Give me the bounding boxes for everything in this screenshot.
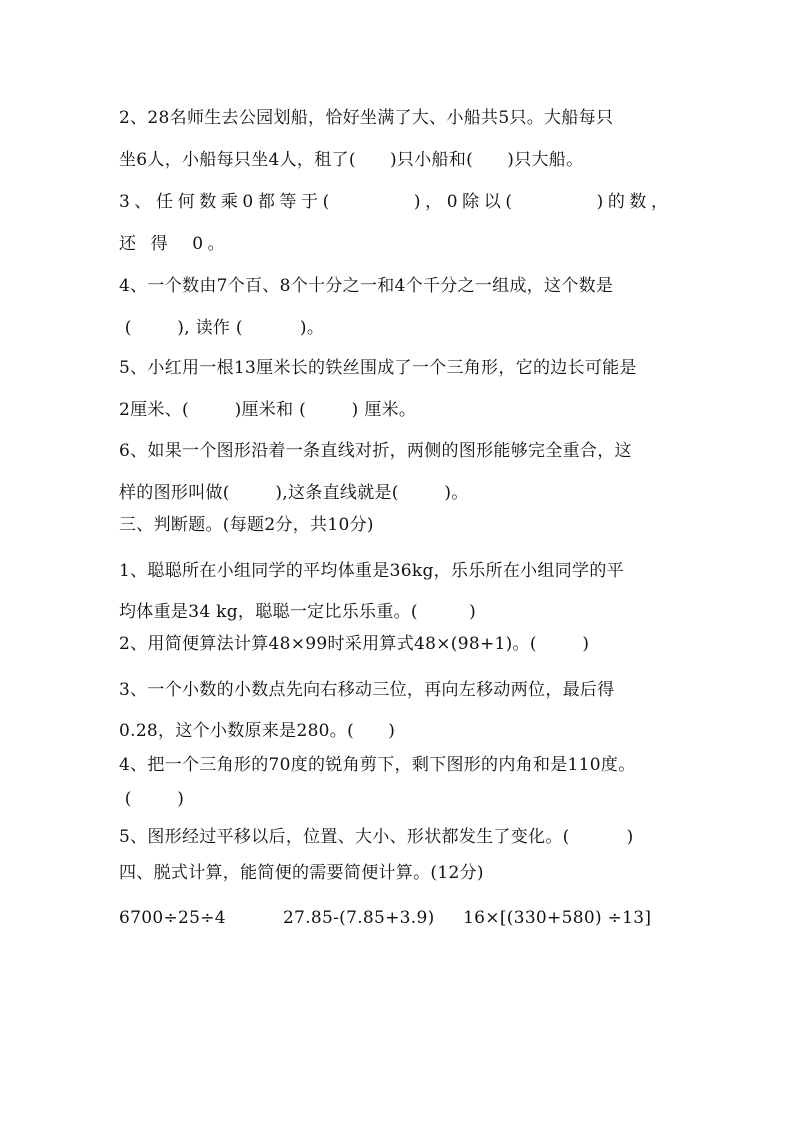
- judge-2: 2、用简便算法计算48×99时采用算式48×(98+1)。( ): [119, 634, 590, 654]
- question-3-line-2: 还 得 0。: [119, 234, 230, 254]
- section-3-heading: 三、判断题。(每题2分，共10分): [119, 515, 374, 535]
- question-3-line-1: 3、任何数乘0都等于( )，0除以( )的数，: [119, 192, 673, 212]
- judge-1-line-2: 均体重是34 kg，聪聪一定比乐乐重。( ): [119, 602, 477, 622]
- question-6-line-2: 样的图形叫做( ),这条直线就是( )。: [119, 483, 469, 503]
- question-4-line-2: ( ), 读作 ( )。: [119, 318, 325, 338]
- question-5-line-1: 5、小红用一根13厘米长的铁丝围成了一个三角形，它的边长可能是: [119, 358, 637, 378]
- judge-4-line-2: ( ): [119, 789, 185, 809]
- question-2-line-2: 坐6人，小船每只坐4人，租了( )只小船和( )只大船。: [119, 150, 584, 170]
- judge-5: 5、图形经过平移以后，位置、大小、形状都发生了变化。( ): [119, 827, 634, 847]
- calculation-problems: 6700÷25÷4 27.85-(7.85+3.9) 16×[(330+580) ÷13]: [119, 908, 652, 928]
- judge-3-line-2: 0.28，这个小数原来是280。( ): [119, 721, 396, 741]
- judge-4-line-1: 4、把一个三角形的70度的锐角剪下，剩下图形的内角和是110度。: [119, 755, 636, 775]
- section-4-heading: 四、脱式计算，能简便的需要简便计算。(12分): [119, 863, 484, 883]
- question-6-line-1: 6、如果一个图形沿着一条直线对折，两侧的图形能够完全重合，这: [119, 441, 632, 461]
- question-5-line-2: 2厘米、( )厘米和 ( ) 厘米。: [119, 400, 417, 420]
- question-4-line-1: 4、一个数由7个百、8个十分之一和4个千分之一组成，这个数是: [119, 276, 614, 296]
- judge-3-line-1: 3、一个小数的小数点先向右移动三位，再向左移动两位，最后得: [119, 680, 615, 700]
- judge-1-line-1: 1、聪聪所在小组同学的平均体重是36kg，乐乐所在小组同学的平: [119, 561, 624, 581]
- question-2-line-1: 2、28名师生去公园划船，恰好坐满了大、小船共5只。大船每只: [119, 108, 614, 128]
